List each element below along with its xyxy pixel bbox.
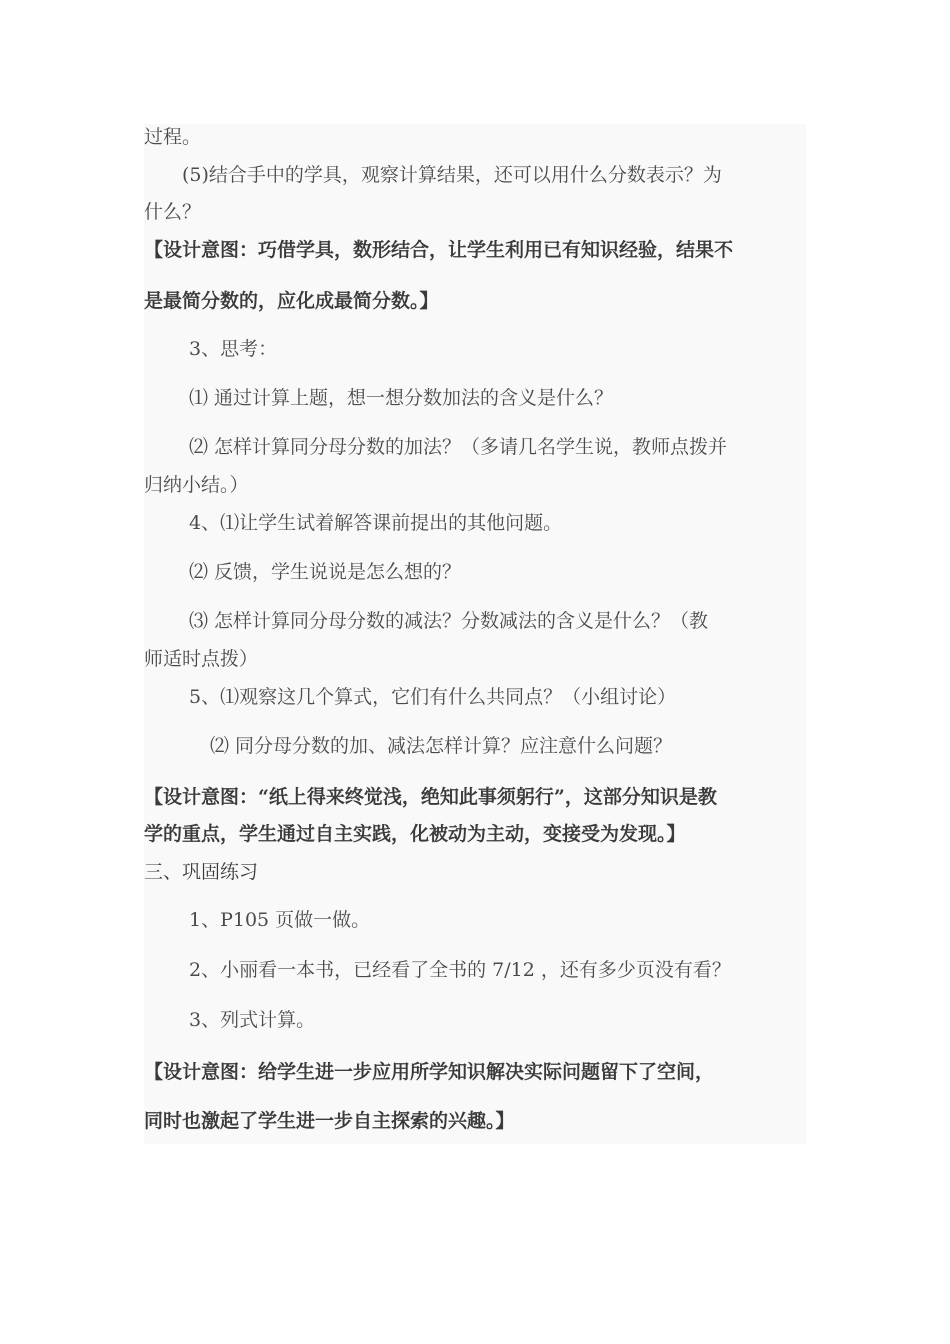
text-line-step4-1: 4、⑴让学生试着解答课前提出的其他问题。 xyxy=(189,512,563,534)
text-line-think: 3、思考： xyxy=(189,338,278,360)
text-line-practice-1: 1、P105 页做一做。 xyxy=(189,909,371,931)
design-intent-3-line-1: 【设计意图：给学生进一步应用所学知识解决实际问题留下了空间， xyxy=(144,1061,715,1083)
text-line-q5: (5)结合手中的学具，观察计算结果，还可以用什么分数表示？为 xyxy=(182,164,722,186)
text-line-step5-2: ⑵ 同分母分数的加、减法怎样计算？应注意什么问题？ xyxy=(210,735,673,757)
text-line-think-1: ⑴ 通过计算上题，想一想分数加法的含义是什么？ xyxy=(189,387,614,409)
document-content-block xyxy=(144,124,806,1144)
text-line-step4-3: ⑶ 怎样计算同分母分数的减法？分数减法的含义是什么？（教 xyxy=(189,610,709,632)
design-intent-1-line-2: 是最简分数的，应化成最简分数。】 xyxy=(144,290,439,312)
text-line-q5-cont: 什么？ xyxy=(144,201,202,223)
design-intent-2-line-1: 【设计意图：“纸上得来终觉浅，绝知此事须躬行”，这部分知识是教 xyxy=(144,786,717,808)
text-line-practice-2: 2、小丽看一本书，已经看了全书的 7/12 ，还有多少页没有看？ xyxy=(189,959,731,981)
design-intent-1-line-1: 【设计意图：巧借学具，数形结合，让学生利用已有知识经验，结果不 xyxy=(144,239,734,261)
text-line-think-2: ⑵ 怎样计算同分母分数的加法？（多请几名学生说，教师点拨并 xyxy=(189,436,728,458)
text-line-step5-1: 5、⑴观察这几个算式，它们有什么共同点？（小组讨论） xyxy=(189,686,677,708)
section-heading-practice: 三、巩固练习 xyxy=(144,861,259,883)
text-line-think-2-cont: 归纳小结。） xyxy=(144,474,249,496)
text-line-step4-3-cont: 师适时点拨） xyxy=(144,648,259,670)
text-line-step4-2: ⑵ 反馈，学生说说是怎么想的？ xyxy=(189,561,462,583)
design-intent-2-line-2: 学的重点，学生通过自主实践，化被动为主动，变接受为发现。】 xyxy=(144,823,686,845)
design-intent-3-line-2: 同时也激起了学生进一步自主探索的兴趣。】 xyxy=(144,1110,515,1132)
text-line-practice-3: 3、列式计算。 xyxy=(189,1009,316,1031)
text-line-process-end: 过程。 xyxy=(144,126,202,148)
